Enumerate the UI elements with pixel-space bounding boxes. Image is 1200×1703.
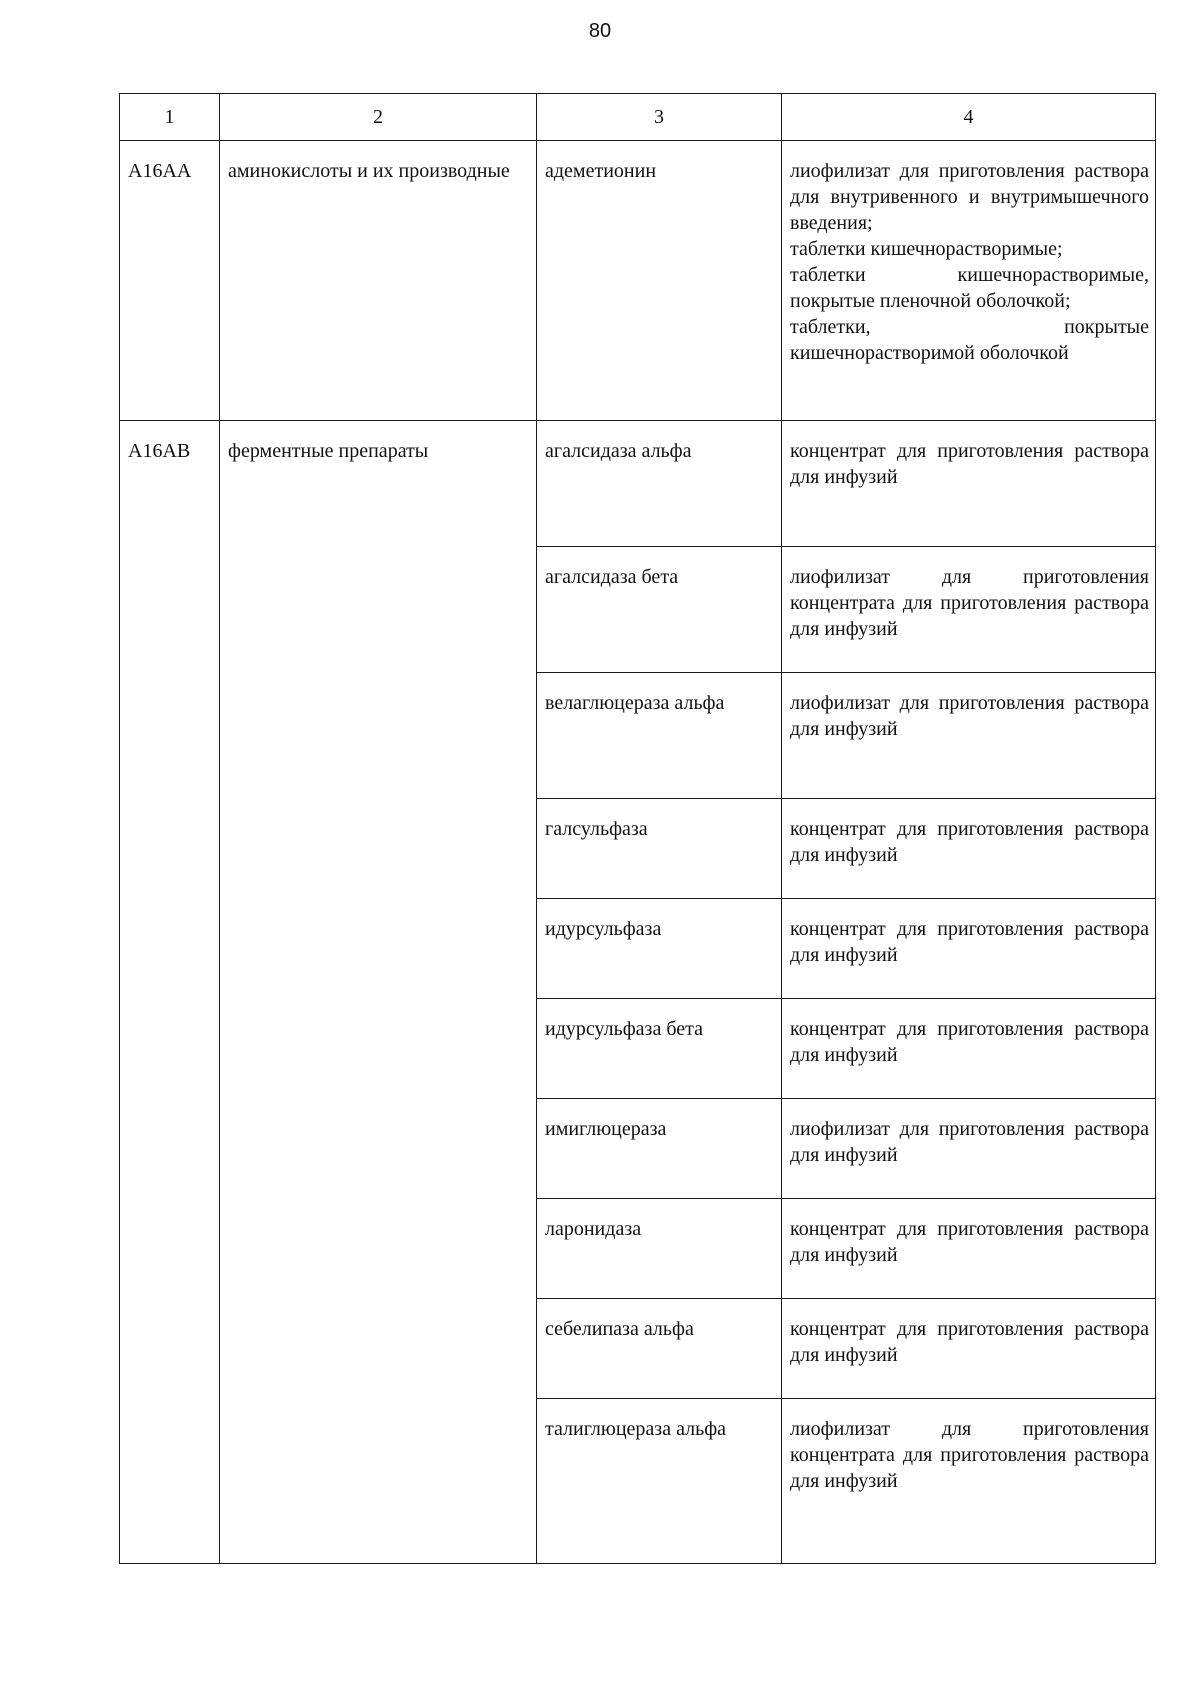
dosage-form: концентрат для приготовления раствора для инфузий (782, 1299, 1156, 1399)
atc-code: A16AB (120, 421, 220, 1564)
drug-name: талиглюцераза альфа (537, 1399, 782, 1564)
drug-name: адеметионин (537, 141, 782, 421)
group-name: ферментные препараты (220, 421, 537, 1564)
drug-name: агалсидаза бета (537, 547, 782, 673)
table-header-row (120, 94, 1156, 141)
dosage-form: концентрат для приготовления раствора для инфузий (782, 421, 1156, 547)
dosage-form: лиофилизат для приготовления раствора для инфузий (782, 1099, 1156, 1199)
dosage-form: лиофилизат для приготовления концентрата для приготовления раствора для инфузий (782, 1399, 1156, 1564)
dosage-form: таблетки кишечнорастворимые, покрытые пленочной оболочкой; (790, 264, 1149, 312)
group-name: аминокислоты и их производные (220, 141, 537, 421)
dosage-form: концентрат для приготовления раствора для инфузий (782, 799, 1156, 899)
column-header-3: 3 (537, 94, 782, 141)
dosage-form: концентрат для приготовления раствора для инфузий (782, 999, 1156, 1099)
dosage-form: лиофилизат для приготовления раствора для инфузий (782, 673, 1156, 799)
column-header-1: 1 (120, 94, 220, 141)
column-header-2: 2 (220, 94, 537, 141)
dosage-form: таблетки, покрытые кишечнорастворимой оболочкой (790, 316, 1149, 364)
dosage-forms (782, 141, 1156, 421)
drug-name: ларонидаза (537, 1199, 782, 1299)
drug-name: галсульфаза (537, 799, 782, 899)
drug-table (119, 93, 1156, 1564)
column-header-4: 4 (782, 94, 1156, 141)
dosage-form: таблетки кишечнорастворимые; (790, 238, 1063, 260)
drug-name: себелипаза альфа (537, 1299, 782, 1399)
dosage-form: концентрат для приготовления раствора для инфузий (782, 1199, 1156, 1299)
drug-name: агалсидаза альфа (537, 421, 782, 547)
drug-name: идурсульфаза (537, 899, 782, 999)
drug-name: имиглюцераза (537, 1099, 782, 1199)
dosage-form: лиофилизат для приготовления раствора для внутривенного и внутримышечного введения; (790, 160, 1149, 234)
drug-name: идурсульфаза бета (537, 999, 782, 1099)
drug-name: велаглюцераза альфа (537, 673, 782, 799)
dosage-form: лиофилизат для приготовления концентрата для приготовления раствора для инфузий (782, 547, 1156, 673)
table-row (120, 421, 1156, 547)
page-number: 80 (588, 20, 612, 42)
table-row (120, 141, 1156, 421)
atc-code: A16AA (120, 141, 220, 421)
dosage-form: концентрат для приготовления раствора для инфузий (782, 899, 1156, 999)
